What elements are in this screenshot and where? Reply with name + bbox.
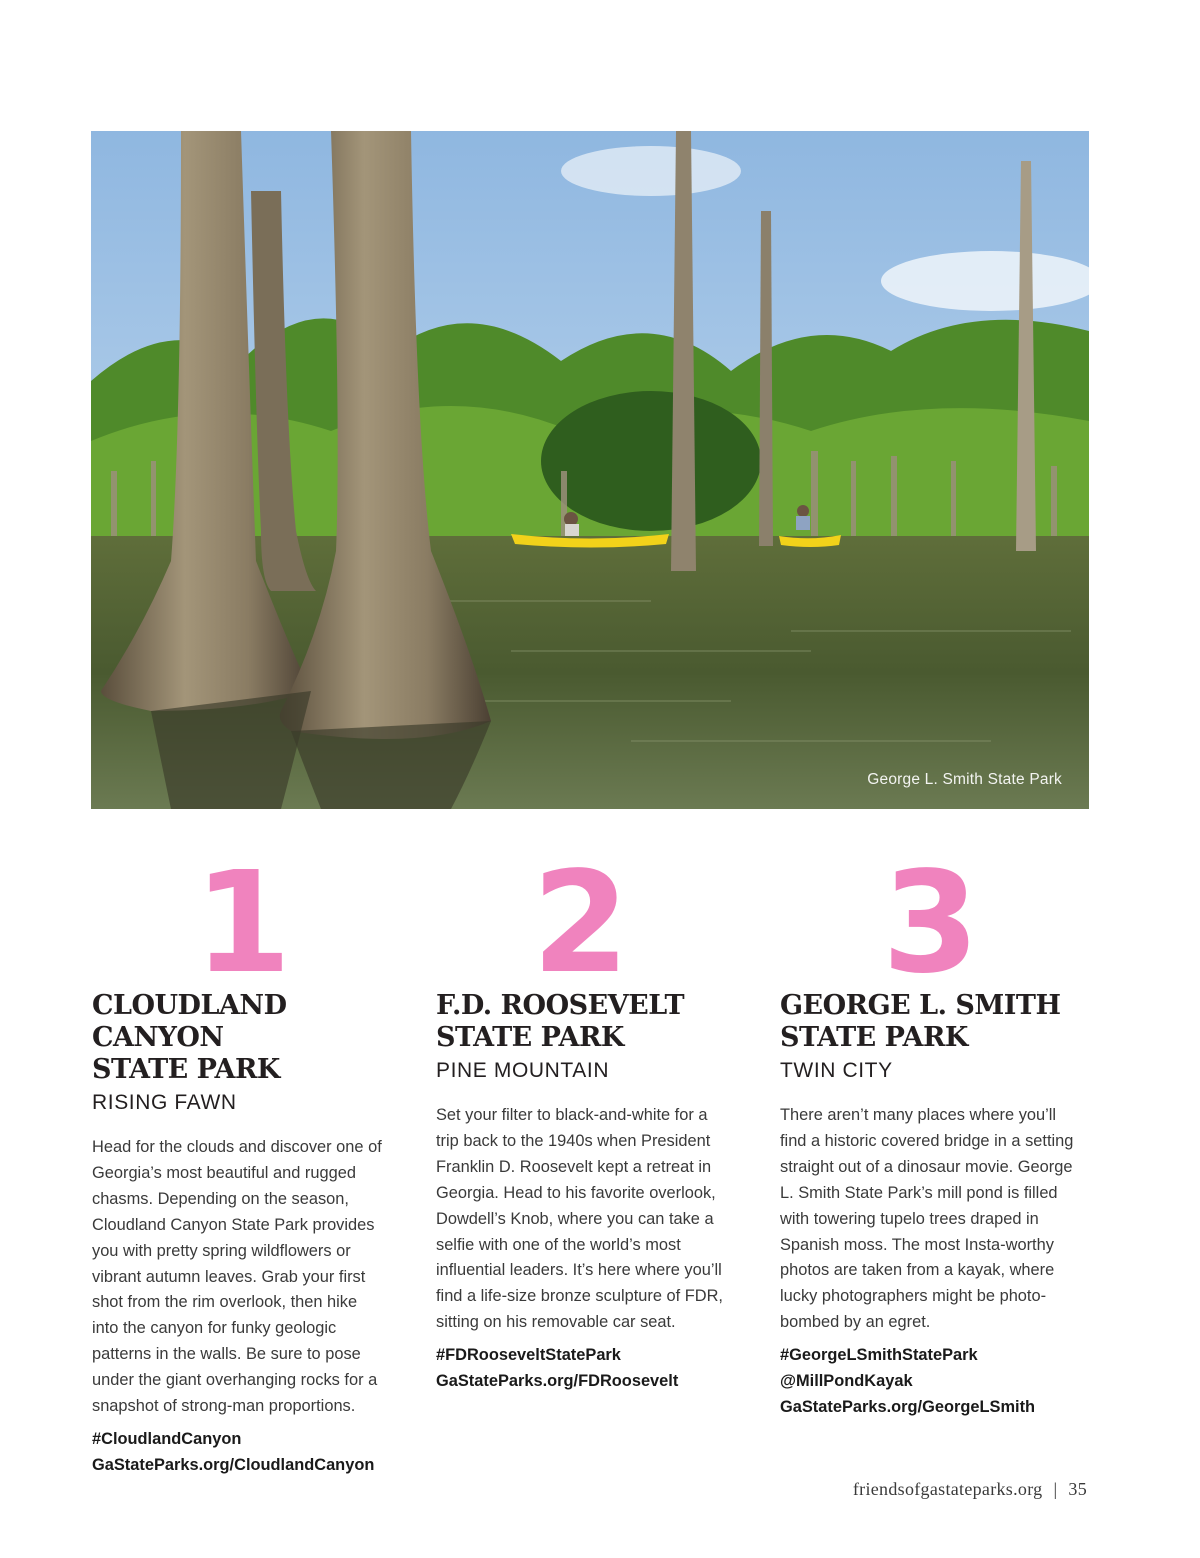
page-footer xyxy=(853,1479,1087,1500)
website-link[interactable]: GaStateParks.org/GeorgeLSmith xyxy=(780,1398,1036,1417)
park-city: TWIN CITY xyxy=(780,1059,893,1082)
park-description: There aren’t many places where you’ll find a historic covered bridge in a setting straight out of a dinosaur movie. George L. Smith State Park’s mill pond is filled with towering tupelo trees draped in Spanish moss. The most Insta-worthy photos are taken from a kayak, where lucky photographers might be photo- bombed by an egret. xyxy=(780,1106,1074,1332)
hero-photo xyxy=(91,131,1089,809)
park-entry-3 xyxy=(780,842,1105,1420)
park-entry-2 xyxy=(436,842,761,1394)
social-handle-link[interactable]: @MillPondKayak xyxy=(780,1372,913,1391)
park-description: Head for the clouds and discover one of Georgia’s most beautiful and rugged chasms. Depending on the season, Cloudland Canyon State Park provides you with pretty spring wildflowers or vibrant autumn leaves. Grab your first shot from the rim overlook, then hike into the canyon for funky geologic patterns in the walls. Be sure to pose under the giant overhanging rocks for a snapshot of strong-man proportions. xyxy=(92,1138,382,1416)
park-name: CLOUDLAND CANYON STATE PARK xyxy=(92,990,287,1085)
park-number: 3 xyxy=(882,842,976,1005)
park-number: 2 xyxy=(532,842,626,1005)
park-links xyxy=(780,1342,1105,1420)
footer-separator: | xyxy=(1053,1479,1058,1499)
hashtag-link[interactable]: #FDRooseveltStatePark xyxy=(436,1346,621,1365)
page-number: 35 xyxy=(1068,1479,1087,1499)
park-city: PINE MOUNTAIN xyxy=(436,1059,610,1082)
park-name: GEORGE L. SMITH STATE PARK xyxy=(780,990,1061,1053)
cypress-swamp-kayak-photo xyxy=(91,131,1089,809)
park-links xyxy=(92,1426,417,1478)
footer-site: friendsofgastateparks.org xyxy=(852,1479,1043,1499)
hashtag-link[interactable]: #CloudlandCanyon xyxy=(92,1429,242,1448)
park-description: Set your filter to black-and-white for a trip back to the 1940s when President Franklin D. Roosevelt kept a retreat in Georgia. Head to his favorite overlook, Dowdell’s Knob, where you can take a selfie with one of the world’s most influential leaders. It’s here where you’ll find a life-size bronze sculpture of FDR, sitting on his removable car seat. xyxy=(436,1106,723,1332)
hashtag-link[interactable]: #GeorgeLSmithStatePark xyxy=(780,1346,978,1365)
park-name: F.D. ROOSEVELT STATE PARK xyxy=(436,990,685,1053)
photo-caption: George L. Smith State Park xyxy=(867,771,1062,788)
park-links xyxy=(436,1342,761,1394)
park-number: 1 xyxy=(194,842,288,1005)
park-entry-1 xyxy=(92,842,417,1478)
website-link[interactable]: GaStateParks.org/CloudlandCanyon xyxy=(92,1455,375,1474)
website-link[interactable]: GaStateParks.org/FDRoosevelt xyxy=(436,1372,679,1391)
park-city: RISING FAWN xyxy=(92,1091,237,1114)
